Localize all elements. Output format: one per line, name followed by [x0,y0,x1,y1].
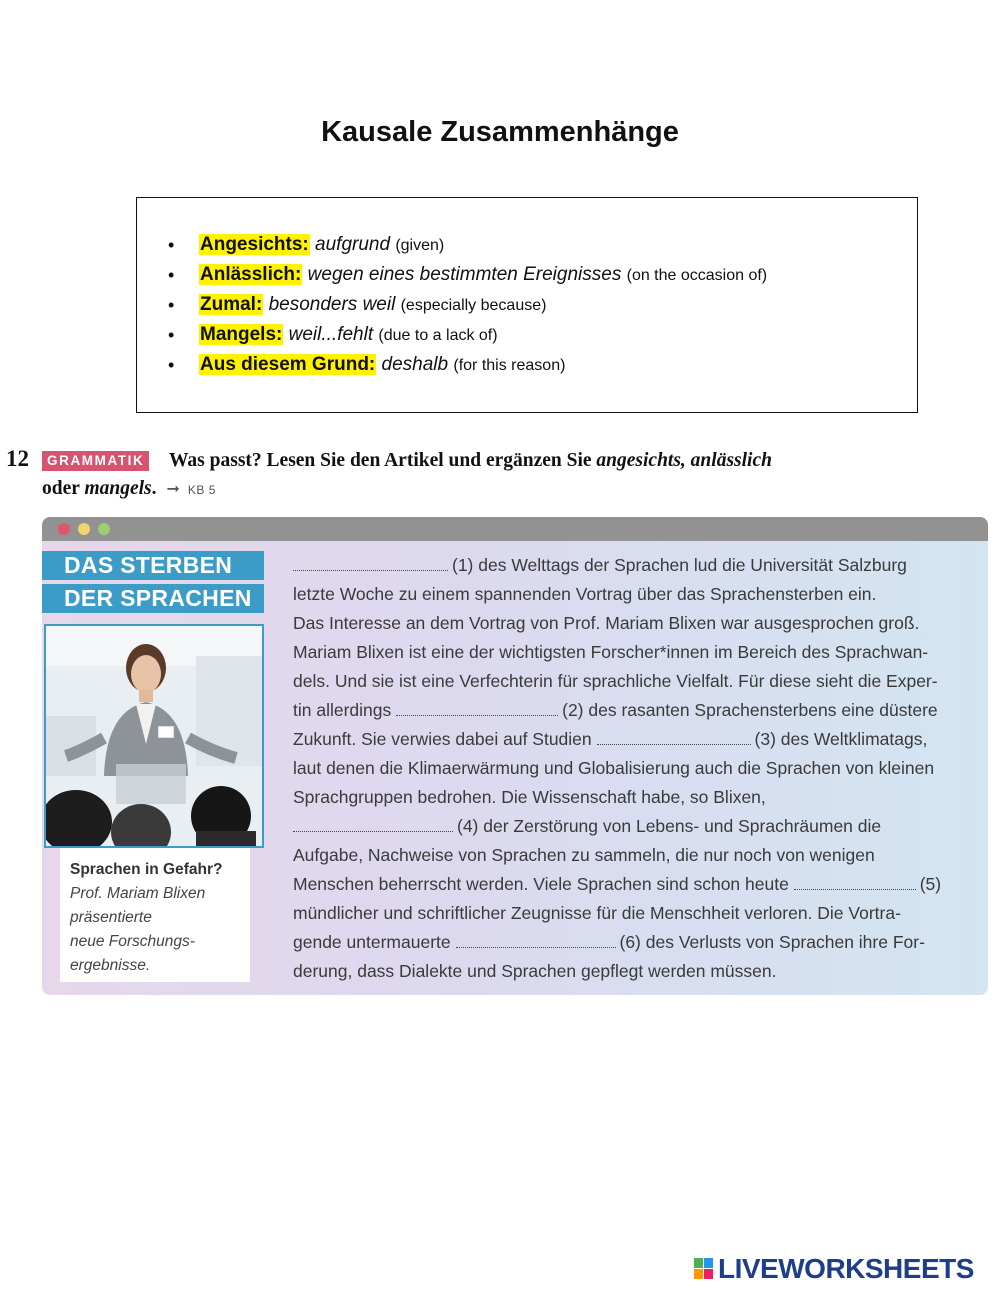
article-line [293,957,973,986]
arrow-right-icon: ➞ [166,479,180,498]
speaker-image [46,626,262,846]
article-text: gende untermauerte [293,932,451,952]
article-line [293,870,973,899]
answer-blank[interactable] [293,817,453,832]
exercise-instruction-line2 [42,475,216,504]
definition-meaning: deshalb [381,354,449,375]
article-line [293,638,973,667]
article-line [293,754,973,783]
definition-term: Angesichts: [200,234,309,255]
definition-meaning: besonders weil [268,294,396,315]
article-text: Menschen beherrscht werden. Viele Sprachen sind schon heute [293,874,789,894]
close-dot-icon [58,523,70,535]
article-window [42,517,988,995]
maximize-dot-icon [98,523,110,535]
brand-name: LIVEWORKSHEETS [718,1253,974,1284]
definition-meaning: wegen eines bestimmten Ereignisses [307,264,622,285]
definition-item [177,230,767,260]
article-text: mündlicher und schriftlicher Zeugnisse für die Menschheit verloren. Die Vortra- [293,903,901,923]
caption-title: Sprachen in Gefahr? [70,861,223,878]
speaker-photo [44,624,264,848]
definition-term: Anlässlich: [200,264,302,285]
article-line [293,609,973,638]
article-text: derung, dass Dialekte und Sprachen gepflegt werden müssen. [293,961,777,981]
article-text: dels. Und sie ist eine Verfechterin für sprachliche Vielfalt. Für diese sieht die Exper- [293,671,938,691]
instruction-option: mangels [84,478,152,499]
kb-reference: KB 5 [187,483,216,497]
article-text: laut denen die Klimaerwärmung und Globalisierung auch die Sprachen von kleinen [293,758,935,778]
instruction-text: oder [42,478,85,499]
instruction-period: . [151,478,157,499]
article-text: Zukunft. Sie verwies dabei auf Studien [293,729,592,749]
instruction-options: angesichts, anlässlich [596,450,772,471]
article-line [293,725,973,754]
definition-term: Zumal: [200,294,263,315]
article-text: (5) [919,874,942,894]
article-text: (4) der Zerstörung von Lebens- und Sprachräumen die [457,816,882,836]
article-line [293,696,973,725]
liveworksheets-logo-icon [694,1258,714,1280]
article-text: (1) des Welttags der Sprachen lud die Universität Salzburg [452,555,907,575]
article-text: (6) des Verlusts von Sprachen ihre For- [619,932,925,952]
article-line [293,841,973,870]
exercise-instruction [169,447,772,475]
article-line [293,812,973,841]
definitions-box [136,197,918,413]
window-titlebar [42,517,988,541]
article-line [293,928,973,957]
answer-blank[interactable] [293,556,448,571]
caption-body: Prof. Mariam Blixen präsentierte neue Forschungs- ergebnisse. [70,885,206,974]
article-line [293,551,973,580]
article-text: Aufgabe, Nachweise von Sprachen zu sammeln, die nur noch von wenigen [293,845,875,865]
definition-item [177,350,767,380]
definition-item [177,290,767,320]
article-text: (2) des rasanten Sprachensterbens eine düstere [562,700,938,720]
answer-blank[interactable] [396,701,558,716]
definition-gloss: (on the occasion of) [626,267,768,284]
answer-blank[interactable] [794,875,916,890]
article-text: Mariam Blixen ist eine der wichtigsten Forscher*innen im Bereich des Sprachwan- [293,642,929,662]
definition-gloss: (especially because) [400,297,547,314]
page-title: Kausale Zusammenhänge [321,116,679,148]
answer-blank[interactable] [456,933,616,948]
article-body [293,551,973,986]
article-text: (3) des Weltklimatags, [754,729,928,749]
definitions-list [177,230,767,380]
exercise-number: 12 [6,446,29,471]
article-line [293,783,973,812]
photo-caption [60,848,250,982]
article-line [293,667,973,696]
definition-gloss: (for this reason) [453,357,566,374]
article-text: tin allerdings [293,700,392,720]
answer-blank[interactable] [597,730,751,745]
article-line [293,899,973,928]
definition-gloss: (due to a lack of) [378,327,498,344]
definition-item [177,320,767,350]
article-text: Das Interesse an dem Vortrag von Prof. Mariam Blixen war ausgesprochen groß. [293,613,920,633]
article-text: Sprachgruppen bedrohen. Die Wissenschaft habe, so Blixen, [293,787,766,807]
article-text: letzte Woche zu einem spannenden Vortrag über das Sprachensterben ein. [293,584,877,604]
definition-term: Mangels: [200,324,283,345]
definition-item [177,260,767,290]
article-line [293,580,973,609]
exercise-tag: GRAMMATIK [42,451,149,471]
article-headline-2: DER SPRACHEN [42,584,264,613]
definition-term: Aus diesem Grund: [200,354,376,375]
definition-meaning: aufgrund [315,234,391,255]
definition-meaning: weil...fehlt [288,324,374,345]
article-headline-1: DAS STERBEN [42,551,264,580]
definition-gloss: (given) [395,237,445,254]
minimize-dot-icon [78,523,90,535]
instruction-text: Was passt? Lesen Sie den Artikel und ergänzen Sie [169,450,597,471]
brand-logo [694,1254,974,1284]
